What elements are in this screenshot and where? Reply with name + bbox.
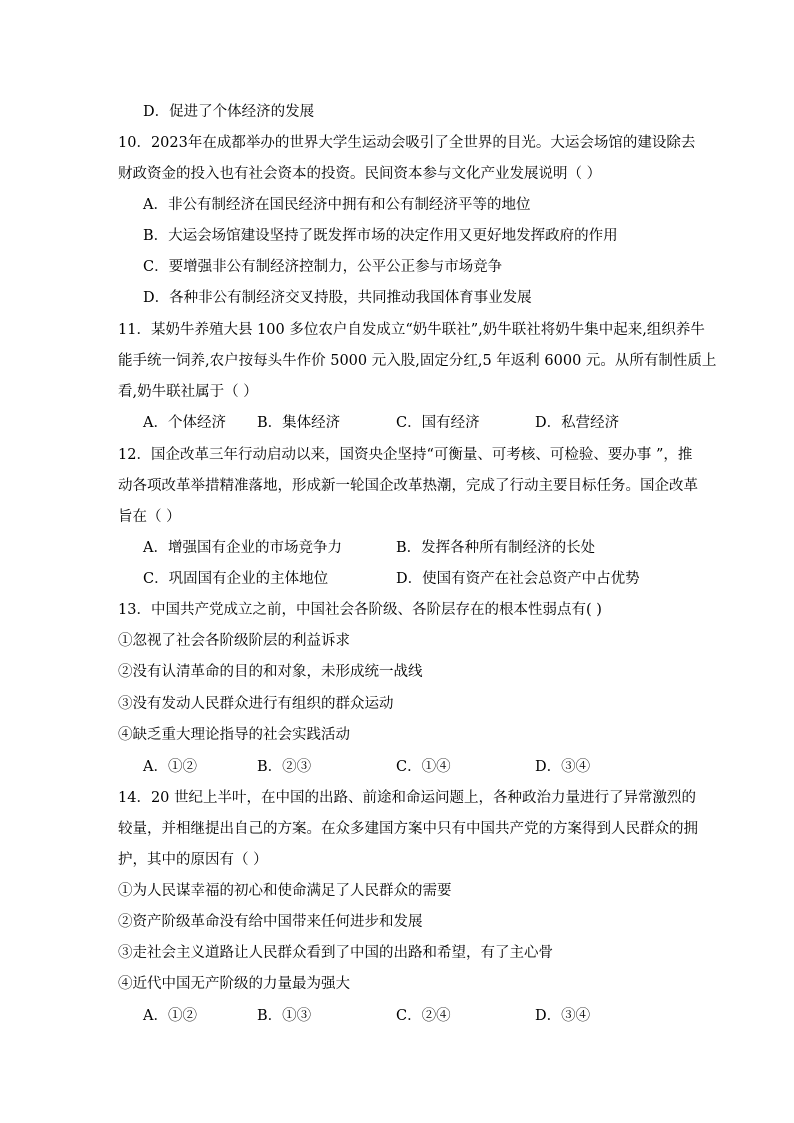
q11-stem-line-2: 能手统一饲养,农户按每头牛作价 5000 元入股,固定分红,5 年返利 6000 元。从所有制性质上 — [118, 353, 717, 369]
q13-item-3: ③没有发动人民群众进行有组织的群众运动 — [118, 696, 394, 712]
q14-option-c: C．②④ — [396, 1008, 451, 1024]
q14-item-4: ④近代中国无产阶级的力量最为强大 — [118, 976, 350, 992]
q11-stem-line-3: 看,奶牛联社属于（ ） — [118, 384, 258, 400]
q14-stem-line-3: 护，其中的原因有（ ） — [118, 852, 268, 868]
q9-option-d: D．促进了个体经济的发展 — [143, 104, 315, 120]
q10-option-c: C．要增强非公有制经济控制力，公平公正参与市场竞争 — [143, 259, 503, 275]
q11-stem-line-1: 11．某奶牛养殖大县 100 多位农户自发成立“奶牛联社”,奶牛联社将奶牛集中起来,组织养牛 — [118, 322, 705, 338]
q12-option-c: C．巩固国有企业的主体地位 — [143, 571, 329, 587]
q11-option-a: A．个体经济 — [143, 415, 226, 431]
q14-stem-line-2: 较量，并相继提出自己的方案。在众多建国方案中只有中国共产党的方案得到人民群众的拥 — [118, 821, 698, 837]
q14-option-d: D．③④ — [535, 1008, 591, 1024]
q13-option-b: B．②③ — [257, 759, 312, 775]
q14-option-b: B．①③ — [257, 1008, 312, 1024]
q12-option-a: A．增强国有企业的市场竞争力 — [143, 540, 342, 556]
q13-option-c: C．①④ — [396, 759, 451, 775]
q11-option-b: B．集体经济 — [257, 415, 341, 431]
q14-item-3: ③走社会主义道路让人民群众看到了中国的出路和希望，有了主心骨 — [118, 945, 553, 961]
q12-stem-line-2: 动各项改革举措精准落地，形成新一轮国企改革热潮，完成了行动主要目标任务。国企改革 — [118, 478, 698, 494]
q11-option-d: D．私营经济 — [535, 415, 620, 431]
q12-option-b: B．发挥各种所有制经济的长处 — [396, 540, 596, 556]
q11-option-c: C．国有经济 — [396, 415, 480, 431]
q13-item-1: ①忽视了社会各阶级阶层的利益诉求 — [118, 633, 350, 649]
q12-option-d: D．使国有资产在社会总资产中占优势 — [396, 571, 640, 587]
q13-option-d: D．③④ — [535, 759, 591, 775]
q14-option-a: A．①② — [143, 1008, 197, 1024]
q10-option-b: B．大运会场馆建设坚持了既发挥市场的决定作用又更好地发挥政府的作用 — [143, 228, 618, 244]
q14-stem-line-1: 14．20 世纪上半叶，在中国的出路、前途和命运问题上，各种政治力量进行了异常激烈的 — [118, 790, 697, 806]
q10-option-d: D．各种非公有制经济交叉持股，共同推动我国体育事业发展 — [143, 290, 532, 306]
q13-option-a: A．①② — [143, 759, 197, 775]
q12-stem-line-3: 旨在（ ） — [118, 509, 181, 525]
q13-stem-line-1: 13．中国共产党成立之前，中国社会各阶级、各阶层存在的根本性弱点有( ) — [118, 602, 602, 618]
q10-stem-line-2: 财政资金的投入也有社会资本的投资。民间资本参与文化产业发展说明（ ） — [118, 166, 602, 182]
q10-stem-line-1: 10．2023年在成都举办的世界大学生运动会吸引了全世界的目光。大运会场馆的建设除去 — [118, 135, 696, 151]
q10-option-a: A．非公有制经济在国民经济中拥有和公有制经济平等的地位 — [143, 197, 531, 213]
q13-item-4: ④缺乏重大理论指导的社会实践活动 — [118, 727, 350, 743]
q14-item-1: ①为人民谋幸福的初心和使命满足了人民群众的需要 — [118, 883, 452, 899]
q13-item-2: ②没有认清革命的目的和对象，未形成统一战线 — [118, 664, 423, 680]
q12-stem-line-1: 12．国企改革三年行动启动以来，国资央企坚持“可衡量、可考核、可检验、要办事 ”，推 — [118, 447, 693, 463]
q14-item-2: ②资产阶级革命没有给中国带来任何进步和发展 — [118, 914, 423, 930]
